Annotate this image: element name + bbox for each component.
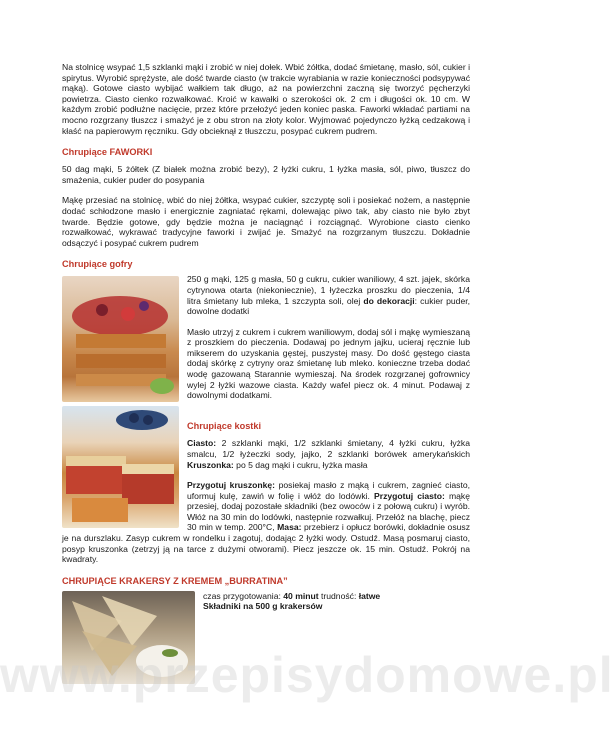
kostki-method: Przygotuj kruszonkę: posiekaj masło z mąką i cukrem, zagnieć ciasto, uformuj kulę, zawiń w folię i włóż do lodówki. Przygotuj ciasto: mąkę przesiej, dodaj pozostałe składniki (bez owoców i z połową cukru) i wyrób. Włóż na 30 min do lodówki, następnie rozwałkuj. Przełóż na blachę, piecz 30 min w temp. 200°C, Masa: przebierz i opłucz borówki, dokładnie osusz je na durszlaku. Zasyp cukrem w rondelku i zagotuj, dodając 2 łyżki wody. Ostudź. Masą posmaruj ciasto, posyp kruszonka (zetrzyj ją na tarce z dużymi otworami). Piecz jeszcze ok. 15 min. Ostudź. Pokrój na kwadraty.: [62, 480, 470, 565]
faworki-title: Chrupiące FAWORKI: [62, 147, 153, 158]
intro-paragraph: Na stolnicę wsypać 1,5 szklanki mąki i zrobić w niej dołek. Wbić żółtka, dodać śmietanę, masło, sól, cukier i spirytus. Wyrobić sprężyste, ale dość twarde ciasto (w trakcie wyrabiania w razie konieczności podsypywać mąką). Gotowe ciasto wybijać wałkiem tak długo, aż na powierzchni zaczną się tworzyć pęcherzyki powietrza. Ciasto cienko rozwałkować. Kroić w kawałki o szerokości ok. 2 cm i długości ok. 10 cm. W każdym zrobić podłużne nacięcie, przez które przełożyć jeden koniec paska. Faworki wkładać partiami na mocno rozgrzany tłuszcz i smażyć je z obu stron na złoty kolor. Wyjmować pojedynczo łyżką cedzakową i kłaść na papierowym ręczniku. Gdy obcieknął z tłuszczu, posypać cukrem pudrem.: [62, 62, 470, 136]
krakersy-title: CHRUPIĄCE KRAKERSY Z KREMEM „BURRATINA”: [62, 575, 288, 586]
krakersy-ingredients-heading: Składniki na 500 g krakersów: [203, 601, 323, 612]
kostki-photo: [62, 406, 179, 528]
gofry-ingredients: 250 g mąki, 125 g masła, 50 g cukru, cukier waniliowy, 4 szt. jajek, skórka cytrynowa otarta (niekoniecznie), 1 łyżeczka proszku do pieczenia, 1/4 litra śmietany lub mleka, 1 szczypta soli, olej do dekoracji: cukier puder, dowolne dodatki: [187, 274, 470, 317]
kostki-title: Chrupiące kostki: [187, 421, 262, 432]
kostki-ingredients: Ciasto: 2 szklanki mąki, 1/2 szklanki śmietany, 4 łyżki cukru, łyżka smalcu, 1/2 łyżeczki sody, jajko, 2 szklanki borówek amerykańskich Kruszonka: po 5 dag mąki i cukru, łyżka masła: [187, 438, 470, 470]
watermark: www.przepisydomowe.pl: [0, 647, 614, 703]
gofry-method: Masło utrzyj z cukrem i cukrem waniliowym, dodaj sól i mąkę wymieszaną z proszkiem do pieczenia. Dodawaj po jednym jajku, ucieraj ręcznie lub mikserem do uzyskania gęstej, puszystej masy. Do dość gęstego ciasta dodaj skórkę z cytryny oraz śmietanę lub mleko. konieczne trzeba dodać wodę gazowaną Starannie wymieszaj. Na środek rozgrzanej gofrownicy wylej 2 łyżki wazowe ciasta. Każdy wafel piecz ok. 4 minut. Podawaj z dowolnymi dodatkami.: [187, 326, 470, 401]
krakersy-photo: [62, 591, 195, 684]
faworki-method: Mąkę przesiać na stolnicę, wbić do niej żółtka, wsypać cukier, szczyptę soli i posiekać nożem, a następnie dodać schłodzone masło i energicznie zagniatać rękami, dolewając piwo tak, aby ciasto nie było zbyt twarde. Będzie gotowe, gdy będzie można je naciągnąć i rozciągnąć. Wyrobione ciasto cienko rozwałkować, wykrawać tradycyjne faworki i zwijać je. Smażyć na rozgrzanym tłuszczu. Dokładnie odsączyć i posypać cukrem pudrem: [62, 195, 470, 248]
gofry-title: Chrupiące gofry: [62, 259, 133, 270]
gofry-photo: [62, 276, 179, 402]
krakersy-meta: czas przygotowania: 40 minut trudność: łatwe: [203, 590, 381, 601]
recipe-page: [62, 62, 470, 684]
faworki-ingredients: 50 dag mąki, 5 żółtek (Z białek można zrobić bezy), 2 łyżki cukru, 1 łyżka masła, sól, piwo, tłuszcz do smażenia, cukier puder do posypania: [62, 164, 470, 185]
